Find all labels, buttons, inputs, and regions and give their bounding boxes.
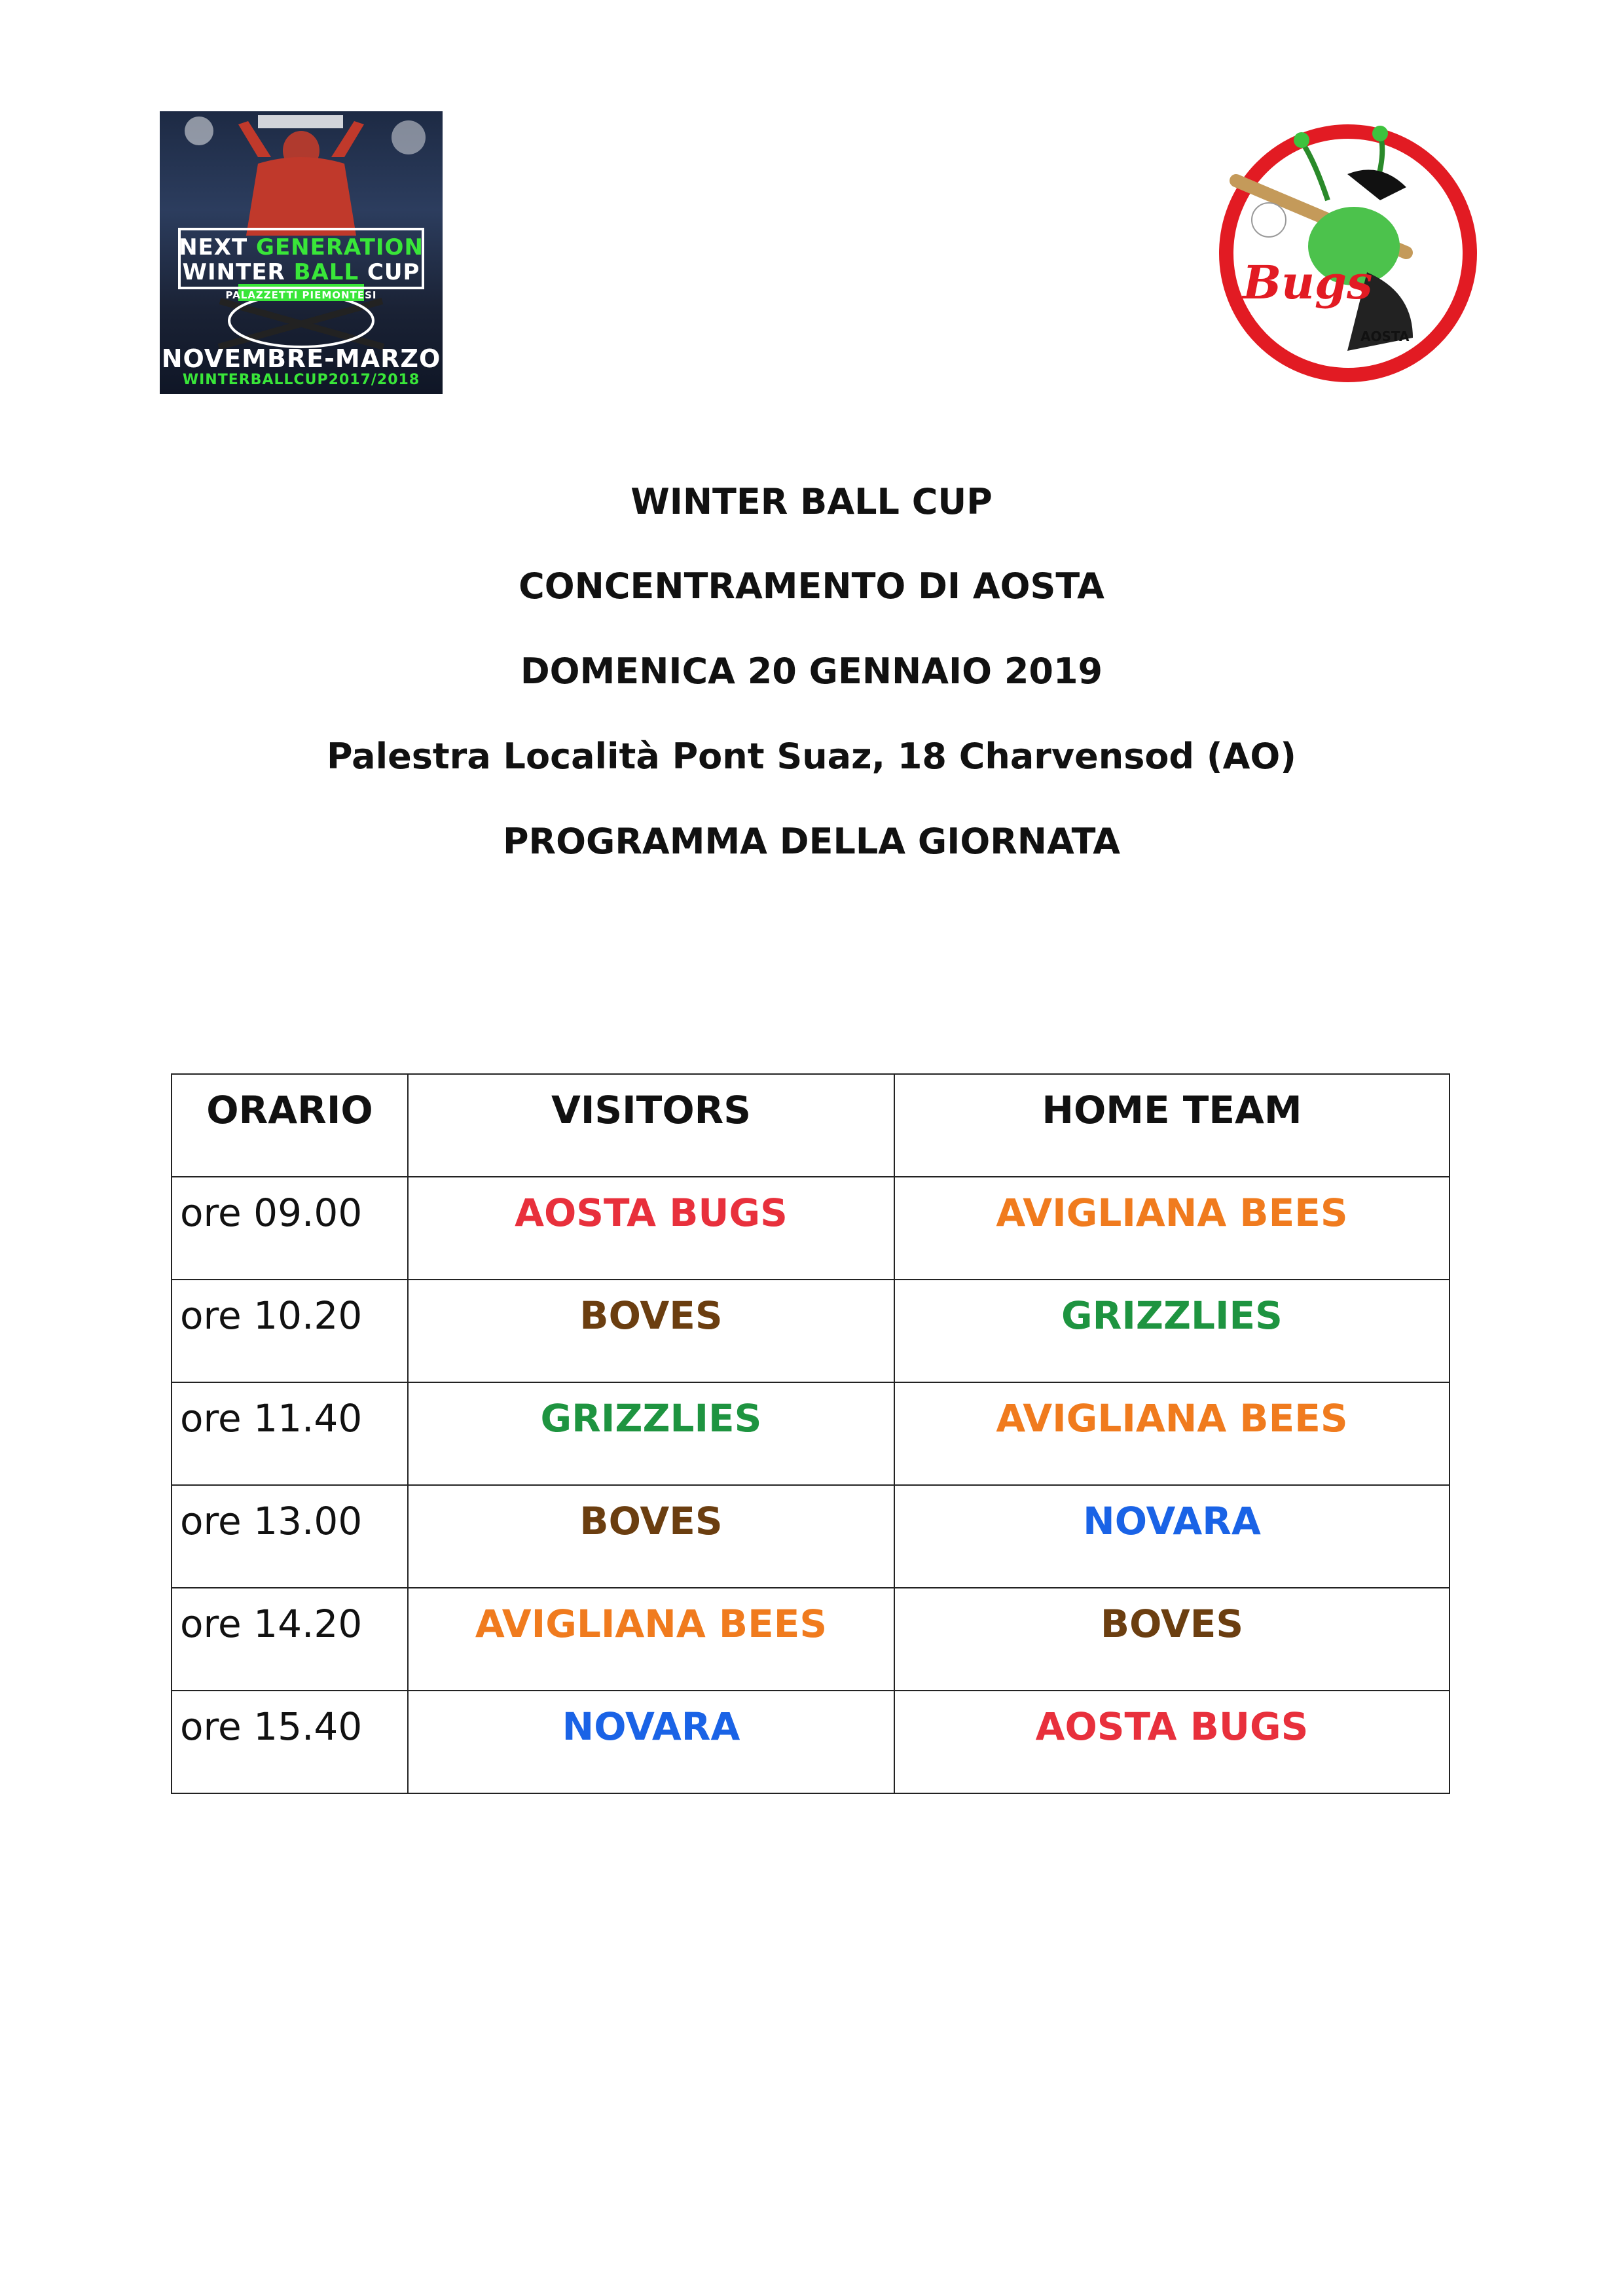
home-cell: GRIZZLIES bbox=[894, 1280, 1450, 1382]
home-cell: BOVES bbox=[894, 1588, 1450, 1691]
visitors-cell: NOVARA bbox=[408, 1691, 894, 1793]
table-row bbox=[172, 1485, 1450, 1588]
time-cell: ore 09.00 bbox=[172, 1177, 408, 1280]
aosta-wordmark: AOSTA bbox=[1360, 329, 1410, 344]
header-orario: ORARIO bbox=[172, 1074, 408, 1177]
time-cell: ore 13.00 bbox=[172, 1485, 408, 1588]
table-row bbox=[172, 1177, 1450, 1280]
visitors-cell: BOVES bbox=[408, 1280, 894, 1382]
logo-line-winterballcup: WINTERBALLCUP2017/2018 bbox=[182, 372, 420, 388]
visitors-cell: GRIZZLIES bbox=[408, 1382, 894, 1485]
table-header-row bbox=[172, 1074, 1450, 1177]
schedule-heading: PROGRAMMA DELLA GIORNATA bbox=[502, 821, 1121, 862]
header-visitors: VISITORS bbox=[408, 1074, 894, 1177]
time-cell: ore 15.40 bbox=[172, 1691, 408, 1793]
header-home-team: HOME TEAM bbox=[894, 1074, 1450, 1177]
schedule-body bbox=[172, 1177, 1450, 1793]
time-cell: ore 11.40 bbox=[172, 1382, 408, 1485]
schedule-table bbox=[171, 1073, 1450, 1794]
event-date: DOMENICA 20 GENNAIO 2019 bbox=[520, 651, 1103, 692]
bugs-wordmark: Bugs bbox=[1243, 255, 1373, 310]
table-row bbox=[172, 1280, 1450, 1382]
visitors-cell: AOSTA BUGS bbox=[408, 1177, 894, 1280]
home-cell: NOVARA bbox=[894, 1485, 1450, 1588]
logo-line-novembre-marzo: NOVEMBRE-MARZO bbox=[161, 344, 441, 373]
event-venue: Palestra Località Pont Suaz, 18 Charvensod (AO) bbox=[327, 736, 1296, 777]
home-cell: AVIGLIANA BEES bbox=[894, 1382, 1450, 1485]
winter-ball-cup-logo bbox=[160, 111, 443, 394]
table-row bbox=[172, 1382, 1450, 1485]
logo-line-palazzetti: PALAZZETTI PIEMONTESI bbox=[225, 289, 377, 301]
visitors-cell: BOVES bbox=[408, 1485, 894, 1588]
event-subtitle: CONCENTRAMENTO DI AOSTA bbox=[519, 565, 1104, 607]
home-cell: AVIGLIANA BEES bbox=[894, 1177, 1450, 1280]
table-row bbox=[172, 1588, 1450, 1691]
logo-line-winter-ball-cup: WINTER BALL CUP bbox=[182, 259, 420, 285]
visitors-cell: AVIGLIANA BEES bbox=[408, 1588, 894, 1691]
table-row bbox=[172, 1691, 1450, 1793]
home-cell: AOSTA BUGS bbox=[894, 1691, 1450, 1793]
time-cell: ore 10.20 bbox=[172, 1280, 408, 1382]
event-title: WINTER BALL CUP bbox=[630, 481, 993, 522]
time-cell: ore 14.20 bbox=[172, 1588, 408, 1691]
aosta-bugs-logo bbox=[1216, 122, 1480, 385]
logo-line-next-generation: NEXT GENERATION bbox=[179, 234, 424, 260]
